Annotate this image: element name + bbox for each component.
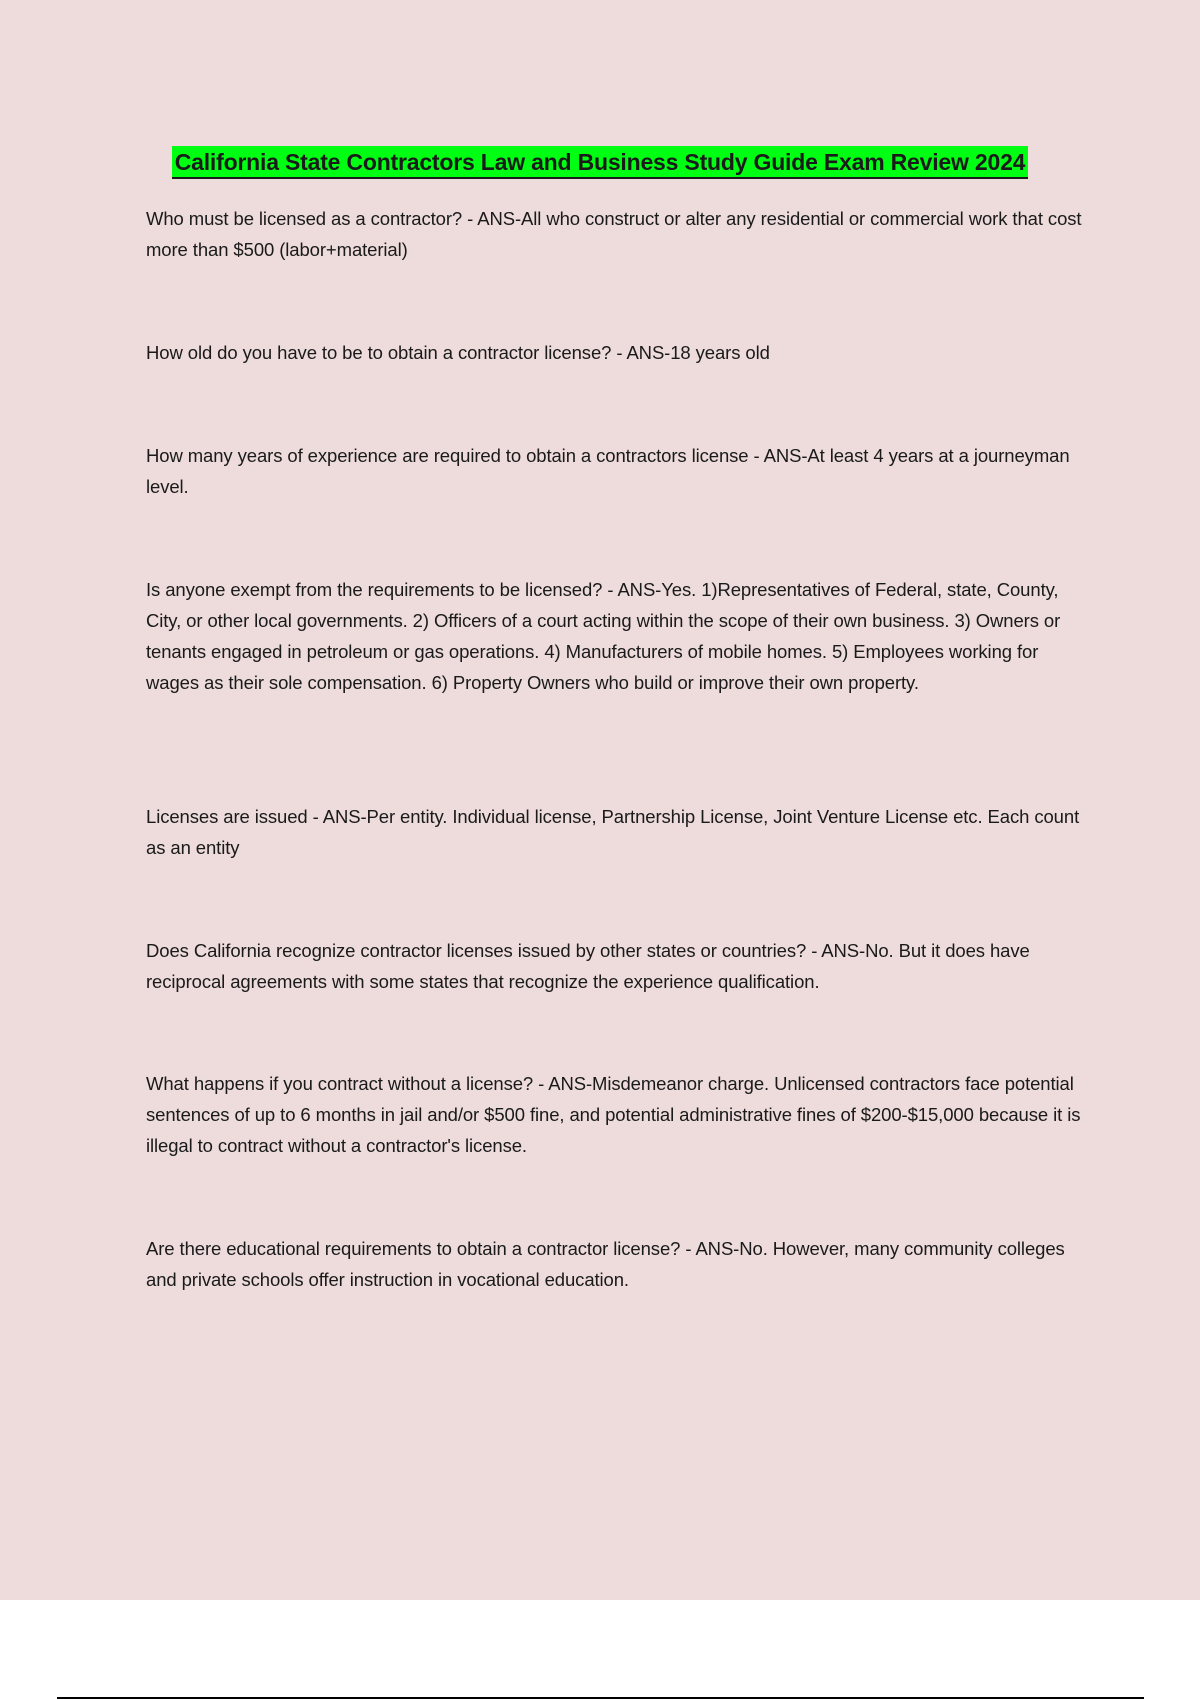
qa-entry-education: Are there educational requirements to obtain a contractor license? - ANS-No. However, many community colleges and private schools offer instruction in vocational education. [146, 1238, 1065, 1290]
qa-entry-age: How old do you have to be to obtain a contractor license? - ANS-18 years old [146, 342, 770, 363]
qa-entry-licenses-issued: Licenses are issued - ANS-Per entity. Individual license, Partnership License, Joint Venture License etc. Each count as an entity [146, 806, 1080, 858]
qa-entry-experience: How many years of experience are required to obtain a contractors license - ANS-At least 4 years at a journeyman level. [146, 445, 1070, 497]
document-title: California State Contractors Law and Business Study Guide Exam Review 2024 [172, 146, 1029, 179]
qa-entry-unlicensed-penalty: What happens if you contract without a license? - ANS-Misdemeanor charge. Unlicensed contractors face potential sentences of up to 6 months in jail and/or $500 fine, and potential administrative fines of $200-$15,000 because it is illegal to contract without a contractor's license. [146, 1073, 1081, 1156]
qa-entry-licensing: Who must be licensed as a contractor? - ANS-All who construct or alter any residential or commercial work that cost more than $500 (labor+material) [146, 208, 1082, 260]
title-wrapper [0, 146, 1200, 179]
footer-divider [57, 1697, 1144, 1699]
qa-entry-exemptions: Is anyone exempt from the requirements to be licensed? - ANS-Yes. 1)Representatives of Federal, state, County, City, or other local governments. 2) Officers of a court acting within the scope of their own business. 3) Owners or tenants engaged in petroleum or gas operations. 4) Manufacturers of mobile homes. 5) Employees working for wages as their sole compensation. 6) Property Owners who build or improve their own property. [146, 579, 1061, 693]
qa-entry-reciprocity: Does California recognize contractor licenses issued by other states or countries? - ANS-No. But it does have reciprocal agreements with some states that recognize the experience qualification. [146, 940, 1030, 992]
